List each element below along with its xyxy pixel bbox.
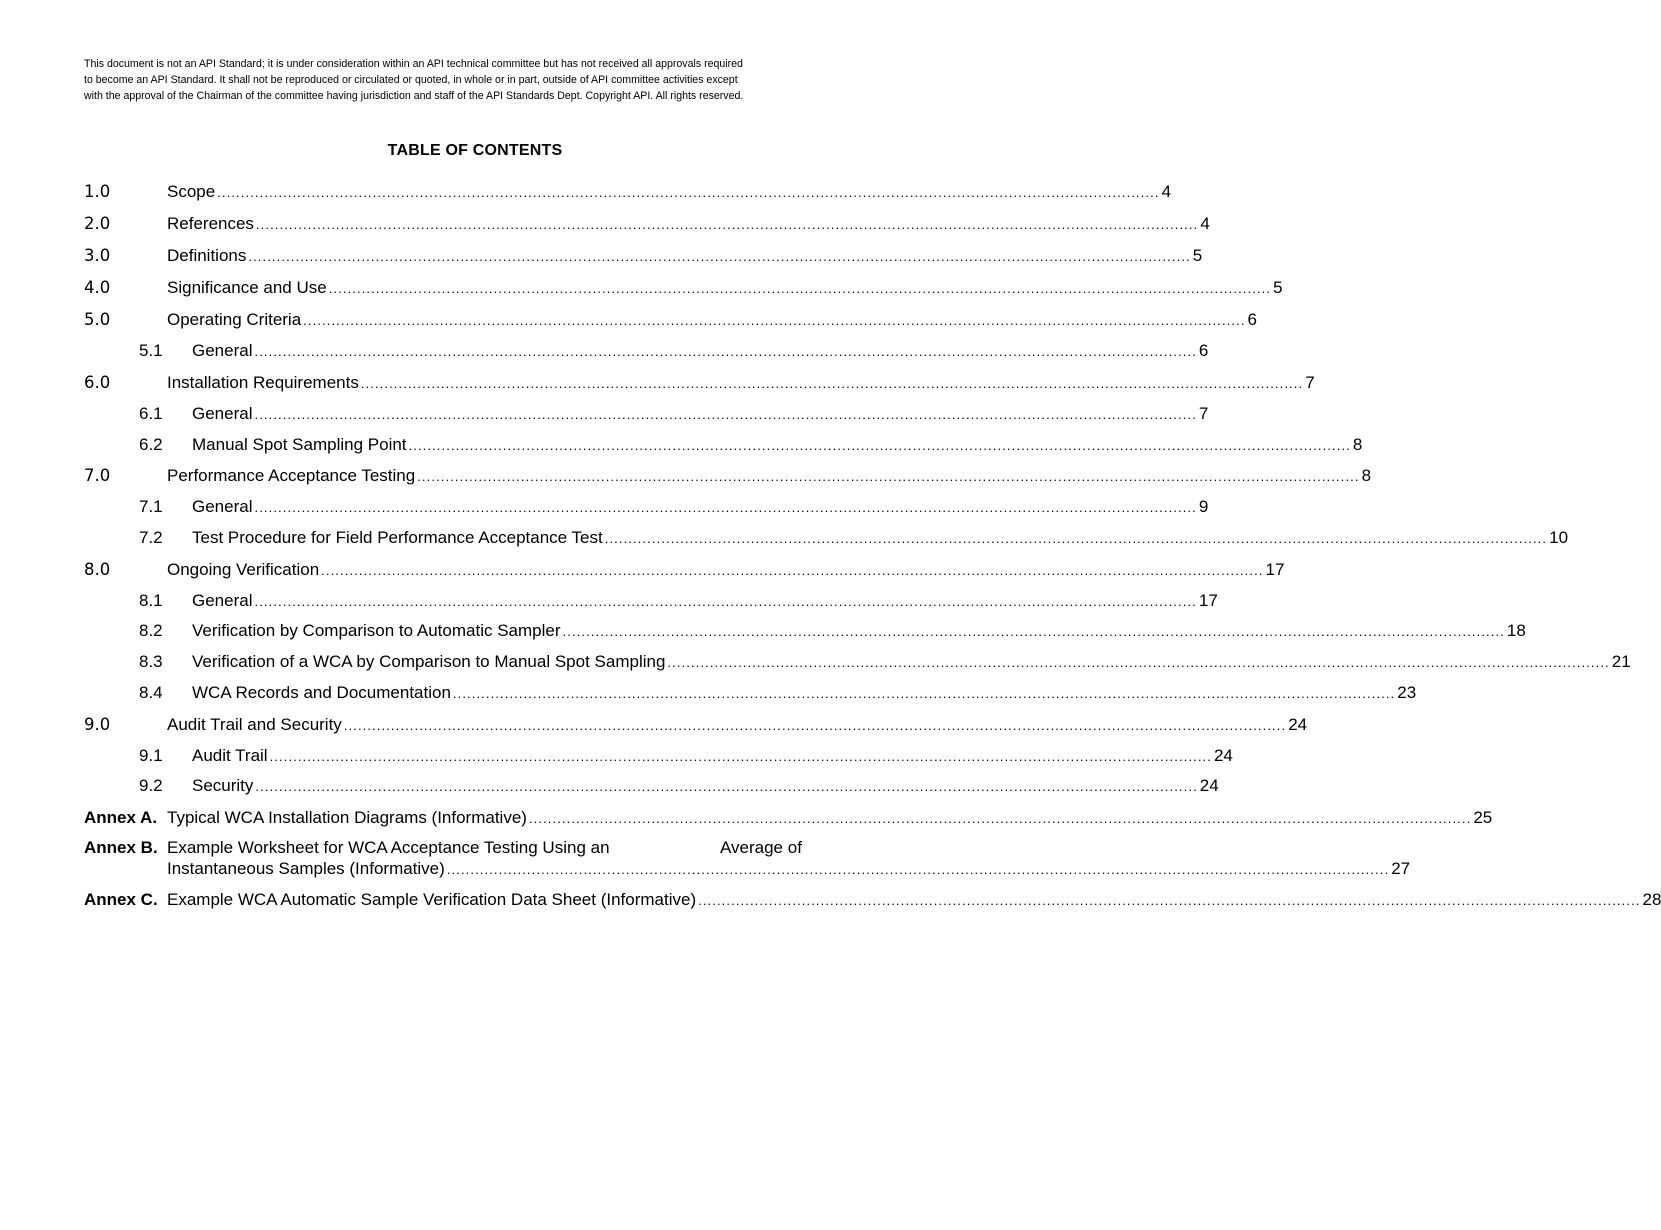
dot-leader: ........................................................................................................................................................................................................ [254,594,1197,609]
toc-entry-number: 8.4 [139,683,163,702]
toc-entry-number: 9.1 [139,746,163,765]
toc-entry-number: 8.2 [139,621,163,640]
dot-leader: ........................................................................................................................................................................................................ [217,185,1160,200]
toc-entry-title: General [192,341,253,360]
toc-entry-number: 8.1 [139,591,163,610]
toc-entry-title-continued: Average of [720,838,802,857]
dot-leader: ........................................................................................................................................................................................................ [667,655,1610,670]
toc-entry-page: 4 [1200,214,1210,233]
toc-entry[interactable] [0,713,1308,737]
toc-entry-title: Example WCA Automatic Sample Verification Data Sheet (Informative) [167,890,697,909]
toc-entry-number: 5.1 [139,341,163,360]
dot-leader: ........................................................................................................................................................................................................ [360,376,1304,391]
toc-entry-number: 8.0 [84,560,111,579]
toc-entry-title: Security [192,776,254,795]
toc-entry-title: WCA Records and Documentation [192,683,451,702]
toc-entry-number: 6.2 [139,435,163,454]
toc-entry-title-line2: Instantaneous Samples (Informative) [167,859,445,878]
toc-entry-page: 10 [1549,528,1569,547]
toc-entry-page: 28 [1642,890,1661,909]
toc-entry-page: 8 [1361,466,1372,485]
toc-subentry[interactable] [0,650,1631,674]
toc-entry-number: 5.0 [84,310,111,329]
toc-subentry[interactable] [0,433,1363,457]
toc-entry-page: 24 [1199,776,1219,795]
annex-label: Annex A. [84,808,158,827]
toc-entry-page: 7 [1305,373,1315,392]
dot-leader: ........................................................................................................................................................................................................ [698,893,1641,908]
toc-entry-title: Verification by Comparison to Automatic Sampler [192,621,561,640]
toc-entry-page: 21 [1611,652,1631,671]
toc-entry-title: Verification of a WCA by Comparison to Manual Spot Sampling [192,652,666,671]
disclaimer-notice [84,56,874,104]
dot-leader: ........................................................................................................................................................................................................ [255,779,1198,794]
dot-leader: ........................................................................................................................................................................................................ [321,563,1264,578]
toc-entry-title: Typical WCA Installation Diagrams (Informative) [167,808,527,827]
dot-leader: ........................................................................................................................................................................................................ [446,862,1390,877]
dot-leader: ........................................................................................................................................................................................................ [604,531,1548,546]
toc-entry[interactable] [0,308,1258,332]
toc-title: TABLE OF CONTENTS [387,142,563,159]
dot-leader: ........................................................................................................................................................................................................ [303,313,1246,328]
dot-leader: ........................................................................................................................................................................................................ [269,749,1212,764]
toc-subentry[interactable] [0,744,1233,768]
toc-entry-page: 4 [1161,182,1172,201]
toc-entry-number: 7.2 [139,528,163,547]
toc-entry-number: 9.2 [139,776,163,795]
toc-entry-number: 4.0 [84,278,111,297]
toc-entry[interactable] [0,180,1172,204]
toc-entry-number: 8.3 [139,652,163,671]
toc-subentry[interactable] [0,339,1209,363]
toc-entry-number: 6.0 [84,373,111,392]
toc-entry-title: Scope [167,182,216,201]
disclaimer-line: with the approval of the Chairman of the committee having jurisdiction and staff of the API Standards Dept. Copyright API. All rights reserved. [84,90,744,102]
toc-entry-page: 5 [1273,278,1283,297]
toc-entry[interactable] [0,558,1285,582]
dot-leader: ........................................................................................................................................................................................................ [328,281,1272,296]
dot-leader: ........................................................................................................................................................................................................ [248,249,1191,264]
toc-entry-page: 6 [1247,310,1258,329]
toc-entry-number: 1.0 [84,182,111,201]
annex-label: Annex B. [84,838,158,857]
toc-entry-page: 17 [1198,591,1218,610]
dot-leader: ........................................................................................................................................................................................................ [528,811,1472,826]
toc-entry-title: Performance Acceptance Testing [167,466,416,485]
toc-subentry[interactable] [0,619,1526,643]
dot-leader: ........................................................................................................................................................................................................ [255,217,1199,232]
toc-entry-number: 7.0 [84,466,111,485]
toc-entry-page: 18 [1506,621,1526,640]
toc-subentry[interactable] [0,774,1219,798]
toc-entry-number: 9.0 [84,715,111,734]
toc-entry-title: Definitions [167,246,247,265]
toc-entry-title: General [192,497,253,516]
toc-entry[interactable] [0,276,1283,300]
toc-entry-page: 9 [1198,497,1209,516]
dot-leader: ........................................................................................................................................................................................................ [408,438,1351,453]
toc-entry-number: 7.1 [139,497,163,516]
toc-entry-title: Ongoing Verification [167,560,320,579]
toc-entry-page: 24 [1288,715,1308,734]
toc-entry[interactable] [0,371,1315,395]
toc-annex-entry[interactable] [0,806,1493,830]
disclaimer-line: to become an API Standard. It shall not be reproduced or circulated or quoted, in whole or in part, outside of API committee activities except [84,74,738,86]
toc-entry-title: Installation Requirements [167,373,359,392]
toc-entry-title: Example Worksheet for WCA Acceptance Testing Using an [167,838,610,857]
dot-leader: ........................................................................................................................................................................................................ [417,469,1360,484]
toc-entry-title: Test Procedure for Field Performance Acceptance Test [192,528,603,547]
toc-entry-page: 8 [1352,435,1363,454]
toc-entry-number: 2.0 [84,214,111,233]
toc-entry-page: 23 [1397,683,1417,702]
disclaimer-line: This document is not an API Standard; it is under consideration within an API technical committee but has not received all approvals required [84,58,743,70]
toc-entry-title: Audit Trail and Security [167,715,342,734]
dot-leader: ........................................................................................................................................................................................................ [452,686,1396,701]
toc-entry-page: 24 [1213,746,1233,765]
dot-leader: ........................................................................................................................................................................................................ [562,624,1505,639]
toc-subentry[interactable] [0,681,1417,705]
toc-entry-title: References [167,214,254,233]
toc-entry[interactable] [0,464,1372,488]
toc-entry[interactable] [0,244,1203,268]
dot-leader: ........................................................................................................................................................................................................ [254,407,1197,422]
dot-leader: ........................................................................................................................................................................................................ [343,718,1287,733]
toc-subentry[interactable] [0,526,1569,550]
toc-annex-entry[interactable] [0,836,1411,884]
toc-entry-page: 6 [1198,341,1209,360]
toc-entry-title: Significance and Use [167,278,327,297]
toc-entry-title: Audit Trail [192,746,268,765]
toc-entry[interactable] [0,212,1210,236]
toc-entry-title: Manual Spot Sampling Point [192,435,407,454]
dot-leader: ........................................................................................................................................................................................................ [254,344,1197,359]
toc-entry-title: Operating Criteria [167,310,302,329]
toc-subentry[interactable] [0,402,1209,426]
toc-subentry[interactable] [0,589,1218,613]
toc-entry-number: 3.0 [84,246,111,265]
annex-label: Annex C. [84,890,158,909]
toc-entry-page: 25 [1473,808,1493,827]
toc-entry-page: 27 [1391,859,1411,878]
toc-subentry[interactable] [0,495,1209,519]
toc-entry-title: General [192,591,253,610]
toc-entry-page: 7 [1198,404,1209,423]
toc-annex-entry[interactable] [0,888,1661,912]
dot-leader: ........................................................................................................................................................................................................ [254,500,1197,515]
toc-entry-number: 6.1 [139,404,163,423]
toc-entry-page: 5 [1192,246,1203,265]
toc-entry-title: General [192,404,253,423]
toc-entry-page: 17 [1265,560,1285,579]
